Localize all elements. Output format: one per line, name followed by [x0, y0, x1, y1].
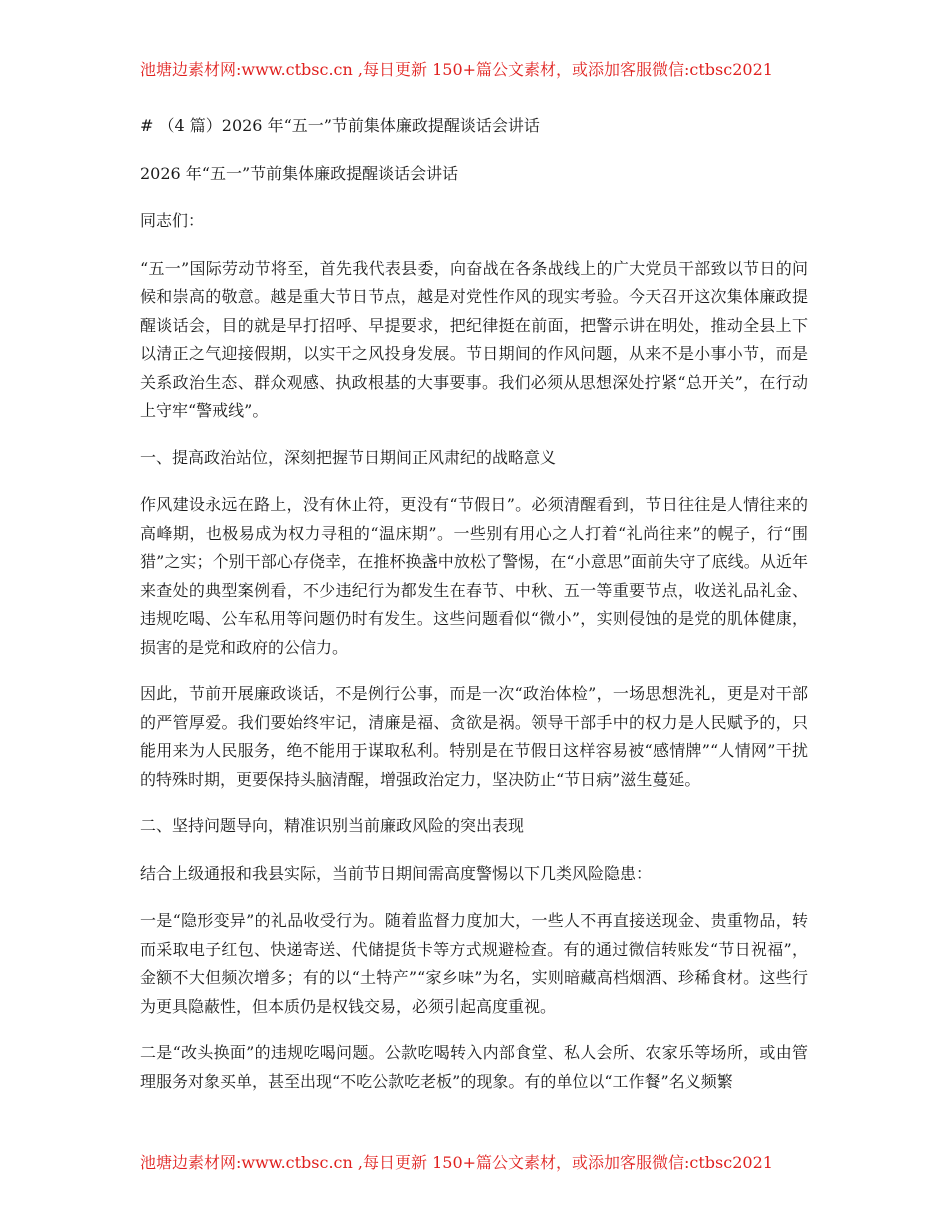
footer-watermark-banner: 池塘边素材网:www.ctbsc.cn ,每日更新 150+篇公文素材，或添加客服微信:ctbsc2021	[140, 1153, 773, 1172]
document-title: 2026 年“五一”节前集体廉政提醒谈话会讲话	[140, 163, 459, 183]
section-2-item-2: 二是“改头换面”的违规吃喝问题。公款吃喝转入内部食堂、私人会所、农家乐等场所，或由管理服务对象买单，甚至出现“不吃公款吃老板”的现象。有的单位以“工作餐”名义频繁	[140, 1043, 808, 1091]
document-body	[140, 112, 808, 1114]
section-1-paragraph-2: 因此，节前开展廉政谈话，不是例行公事，而是一次“政治体检”，一场思想洗礼，更是对干部的严管厚爱。我们要始终牢记，清廉是福、贪欲是祸。领导干部手中的权力是人民赋予的，只能用来为人民服务，绝不能用于谋取私利。特别是在节假日这样容易被“感情牌”“人情网”干扰的特殊时期，更要保持头脑清醒，增强政治定力，坚决防止“节日病”滋生蔓延。	[140, 684, 808, 789]
section-2-item-1: 一是“隐形变异”的礼品收受行为。随着监督力度加大，一些人不再直接送现金、贵重物品，转而采取电子红包、快递寄送、代储提货卡等方式规避检查。有的通过微信转账发“节日祝福”，金额不大但频次增多；有的以“土特产”“家乡味”为名，实则暗藏高档烟酒、珍稀食材。这些行为更具隐蔽性，但本质仍是权钱交易，必须引起高度重视。	[140, 911, 808, 1016]
salutation: 同志们：	[140, 211, 205, 230]
section-1-title: 一、提高政治站位，深刻把握节日期间正风肃纪的战略意义	[140, 447, 557, 467]
intro-paragraph: “五一”国际劳动节将至，首先我代表县委，向奋战在各条战线上的广大党员干部致以节日的问候和崇高的敬意。越是重大节日节点，越是对党性作风的现实考验。今天召开这次集体廉政提醒谈话会，目的就是早打招呼、早提要求，把纪律挺在前面，把警示讲在明处，推动全县上下以清正之气迎接假期，以实干之风投身发展。节日期间的作风问题，从来不是小事小节，而是关系政治生态、群众观感、执政根基的大事要事。我们必须从思想深处拧紧“总开关”，在行动上守牢“警戒线”。	[140, 258, 808, 420]
section-2-intro: 结合上级通报和我县实际，当前节日期间需高度警惕以下几类风险隐患：	[140, 863, 653, 883]
header-watermark-banner: 池塘边素材网:www.ctbsc.cn ,每日更新 150+篇公文素材，或添加客服微信:ctbsc2021	[140, 60, 773, 79]
section-1-paragraph-1: 作风建设永远在路上，没有休止符，更没有“节假日”。必须清醒看到，节日往往是人情往来的高峰期，也极易成为权力寻租的“温床期”。一些别有用心之人打着“礼尚往来”的幌子，行“围猎”之实；个别干部心存侥幸，在推杯换盏中放松了警惕，在“小意思”面前失守了底线。从近年来查处的典型案例看，不少违纪行为都发生在春节、中秋、五一等重要节点，收送礼品礼金、违规吃喝、公车私用等问题仍时有发生。这些问题看似“微小”，实则侵蚀的是党的肌体健康，损害的是党和政府的公信力。	[140, 495, 808, 657]
section-2-title: 二、坚持问题导向，精准识别当前廉政风险的突出表现	[140, 816, 525, 835]
document-heading: # （4 篇）2026 年“五一”节前集体廉政提醒谈话会讲话	[140, 116, 540, 135]
